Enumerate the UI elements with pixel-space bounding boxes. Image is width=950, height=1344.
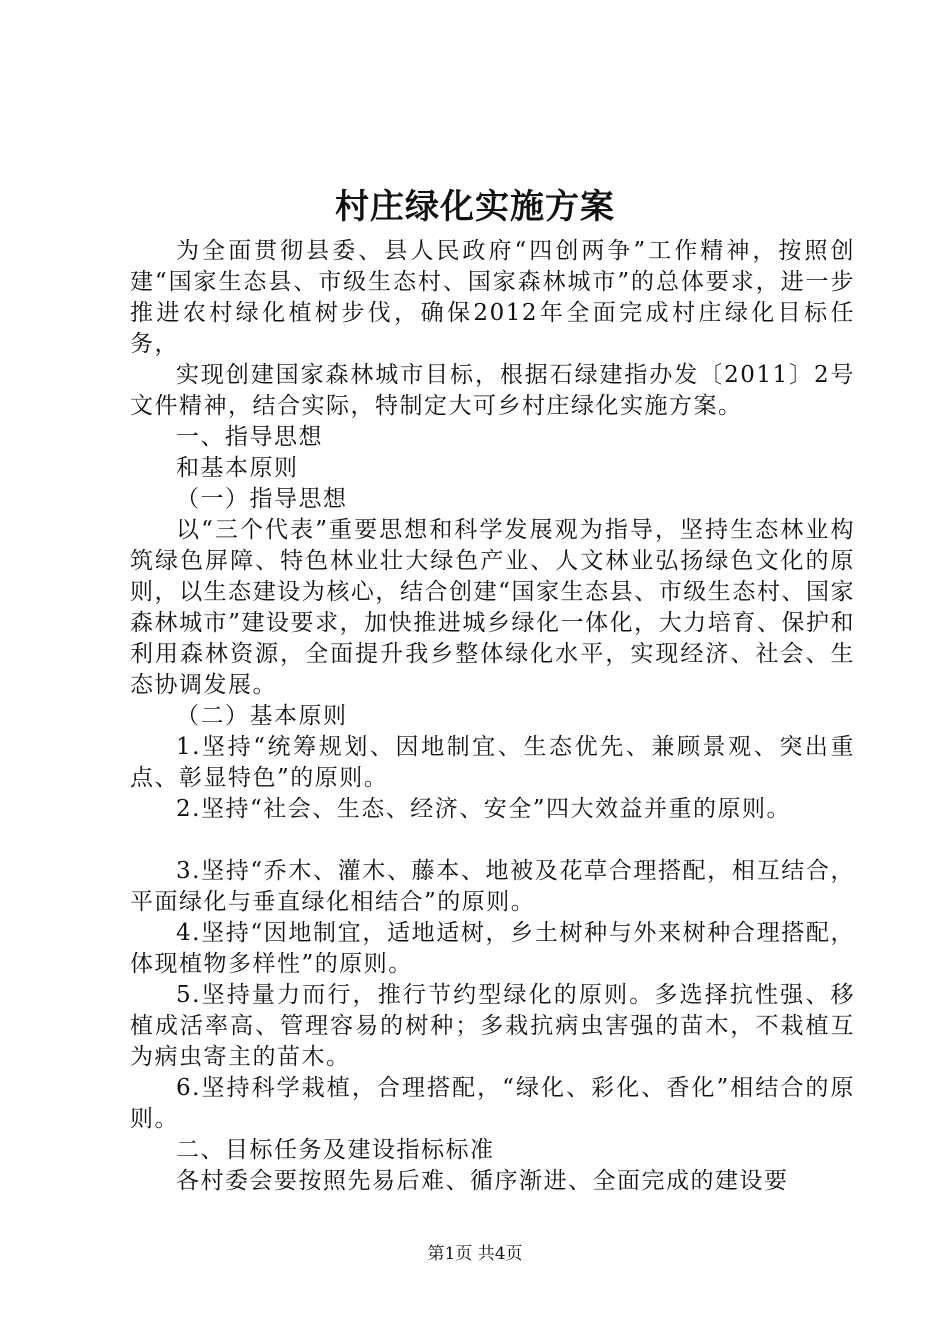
principle-1: 1.坚持“统筹规划、因地制宜、生态优先、兼顾景观、突出重点、彰显特色”的原则。	[130, 734, 855, 791]
paragraph-intro: 为全面贯彻县委、县人民政府“四创两争”工作精神，按照创建“国家生态县、市级生态村、国家森林城市”的总体要求，进一步推进农村绿化植树步伐，确保2012年全面完成村庄绿化目标任务，	[130, 238, 855, 357]
document-title: 村庄绿化实施方案	[335, 187, 615, 227]
heading-basic-principles: 和基本原则	[176, 455, 299, 481]
page-indicator: 第1页 共4页	[427, 1244, 523, 1264]
principle-3: 3.坚持“乔木、灌木、藤本、地被及花草合理搭配，相互结合，平面绿化与垂直绿化相结合”的原则。	[130, 858, 855, 915]
heading-guiding-thought: 一、指导思想	[176, 424, 323, 450]
paragraph-targets: 各村委会要按照先易后难、循序渐进、全面完成的建设要	[176, 1168, 789, 1194]
principle-4: 4.坚持“因地制宜，适地适树，乡土树种与外来树种合理搭配，体现植物多样性”的原则。	[130, 920, 855, 977]
subheading-basic-principles: （二）基本原则	[176, 703, 348, 729]
paragraph-basis: 实现创建国家森林城市目标，根据石绿建指办发〔2011〕2号文件精神，结合实际，特制定大可乡村庄绿化实施方案。	[130, 362, 855, 419]
principle-5: 5.坚持量力而行，推行节约型绿化的原则。多选择抗性强、移植成活率高、管理容易的树种；多栽抗病虫害强的苗木，不栽植互为病虫寄主的苗木。	[130, 982, 855, 1070]
principle-6: 6.坚持科学栽植，合理搭配，“绿化、彩化、香化”相结合的原则。	[130, 1075, 855, 1132]
paragraph-guiding-thought: 以“三个代表”重要思想和科学发展观为指导，坚持生态林业构筑绿色屏障、特色林业壮大绿色产业、人文林业弘扬绿色文化的原则，以生态建设为核心，结合创建“国家生态县、市级生态村、国家森林城市”建设要求，加快推进城乡绿化一体化，大力培育、保护和利用森林资源，全面提升我乡整体绿化水平，实现经济、社会、生态协调发展。	[130, 517, 855, 698]
principle-2: 2.坚持“社会、生态、经济、安全”四大效益并重的原则。	[176, 796, 791, 822]
subheading-guiding-thought: （一）指导思想	[176, 486, 348, 512]
heading-targets: 二、目标任务及建设指标标准	[176, 1137, 495, 1163]
document-body	[130, 236, 855, 1197]
